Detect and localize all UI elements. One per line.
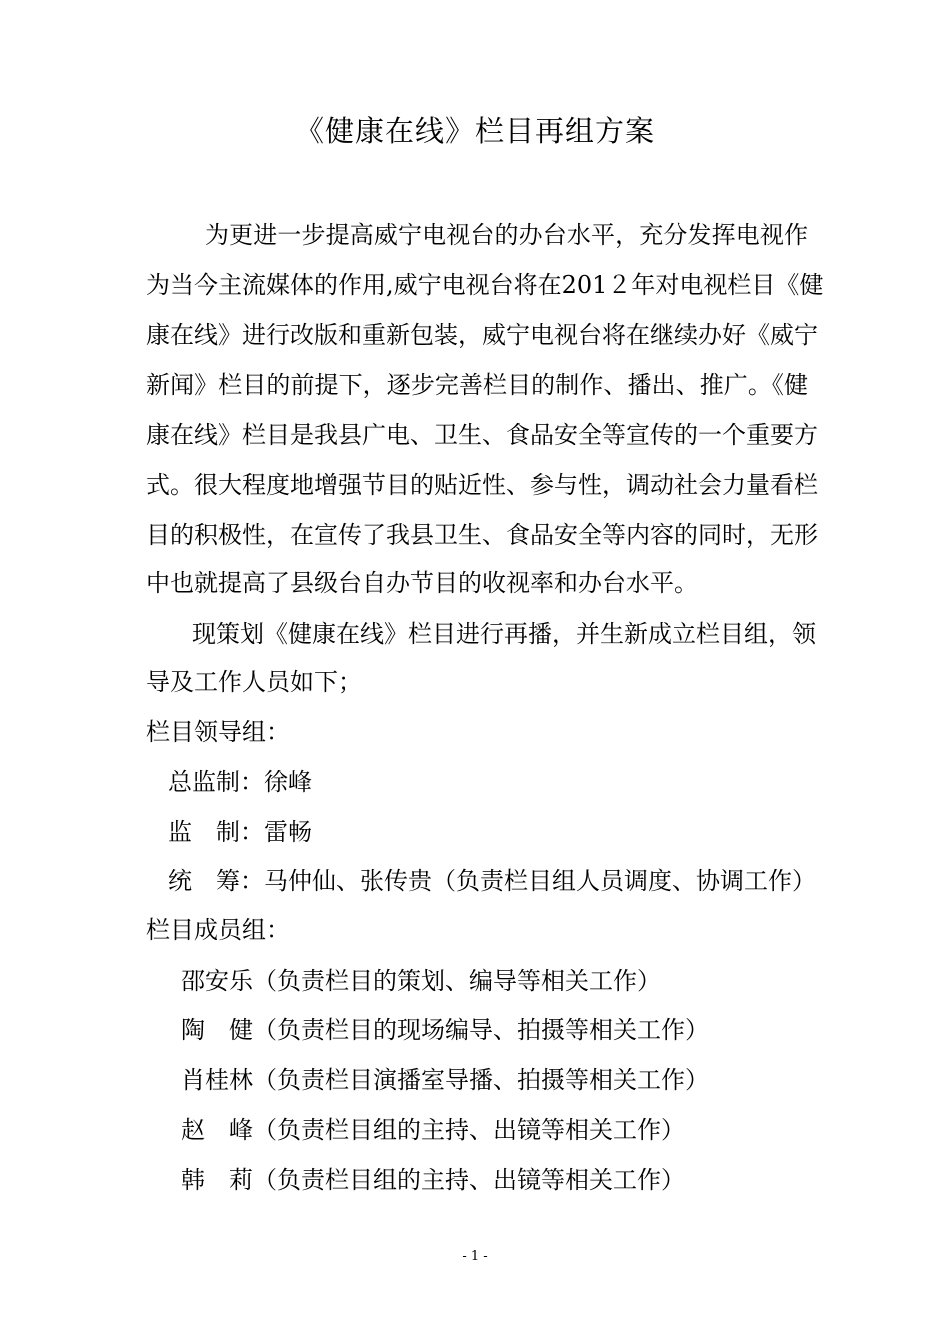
paragraph-1-line-3: 康在线》进行改版和重新包装，威宁电视台将在继续办好《威宁	[146, 321, 818, 349]
member-item-1: 邵安乐（负责栏目的策划、编导等相关工作）	[181, 967, 661, 995]
paragraph-2-line-2: 导及工作人员如下；	[146, 668, 362, 696]
paragraph-1-line-1: 为更进一步提高威宁电视台的办台水平，充分发挥电视作	[205, 221, 808, 249]
paragraph-1-line-6: 式。很大程度地增强节目的贴近性、参与性，调动社会力量看栏	[146, 471, 818, 499]
leadership-item-coordinator: 统 筹：马仲仙、张传贵（负责栏目组人员调度、协调工作）	[168, 867, 816, 895]
member-item-4: 赵 峰（负责栏目组的主持、出镜等相关工作）	[181, 1116, 685, 1144]
member-item-3: 肖桂林（负责栏目演播室导播、拍摄等相关工作）	[181, 1066, 709, 1094]
leadership-item-chief: 总监制：徐峰	[168, 768, 312, 796]
paragraph-1-line-2: 为当今主流媒体的作用,威宁电视台将在201２年对电视栏目《健	[146, 271, 824, 299]
leadership-item-supervisor: 监 制：雷畅	[168, 818, 312, 846]
paragraph-1-line-8: 中也就提高了县级台自办节目的收视率和办台水平。	[146, 569, 698, 597]
paragraph-1-line-4: 新闻》栏目的前提下，逐步完善栏目的制作、播出、推广。《健	[146, 371, 808, 399]
member-item-5: 韩 莉（负责栏目组的主持、出镜等相关工作）	[181, 1166, 685, 1194]
member-item-2: 陶 健（负责栏目的现场编导、拍摄等相关工作）	[181, 1016, 709, 1044]
leadership-heading: 栏目领导组：	[146, 718, 290, 746]
paragraph-1-line-5: 康在线》栏目是我县广电、卫生、食品安全等宣传的一个重要方	[146, 421, 818, 449]
members-heading: 栏目成员组：	[146, 916, 290, 944]
paragraph-2-line-1: 现策划《健康在线》栏目进行再播，并生新成立栏目组，领	[192, 620, 816, 648]
document-title: 《健康在线》栏目再组方案	[294, 114, 655, 148]
paragraph-1-line-7: 目的积极性，在宣传了我县卫生、食品安全等内容的同时，无形	[146, 521, 818, 549]
page-number: - 1 -	[462, 1249, 488, 1264]
